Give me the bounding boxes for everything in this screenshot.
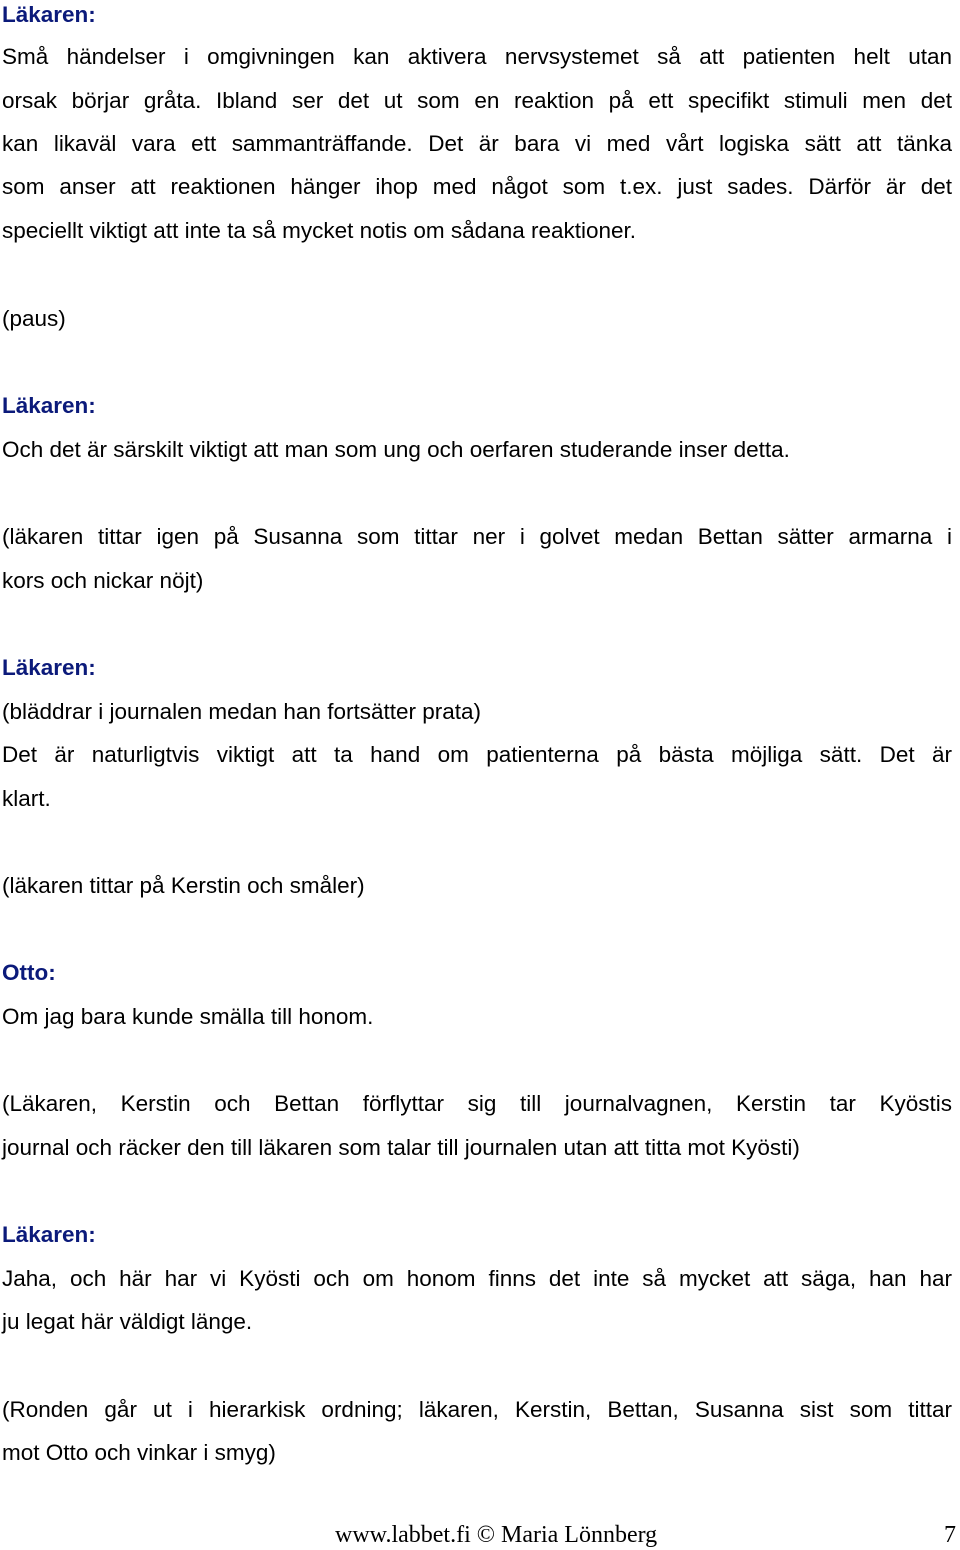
dialogue-line: Och det är särskilt viktigt att man som ung och oerfaren studerande inser detta. bbox=[2, 437, 790, 462]
dialogue-line: Det är naturligtvis viktigt att ta hand om patienterna på bästa möjliga sätt. Det är bbox=[2, 742, 952, 767]
stage-direction: (läkaren tittar igen på Susanna som tittar ner i golvet medan Bettan sätter armarna i bbox=[2, 524, 952, 549]
speaker-label: Läkaren: bbox=[2, 2, 96, 27]
page-number: 7 bbox=[944, 1522, 956, 1548]
stage-direction: journal och räcker den till läkaren som talar till journalen utan att titta mot Kyösti) bbox=[2, 1135, 800, 1160]
dialogue-line: ju legat här väldigt länge. bbox=[2, 1309, 253, 1334]
stage-direction: (bläddrar i journalen medan han fortsätter prata) bbox=[2, 699, 482, 724]
speaker-label: Läkaren: bbox=[2, 1222, 96, 1247]
dialogue-line: Om jag bara kunde smälla till honom. bbox=[2, 1004, 374, 1029]
dialogue-line: orsak börjar gråta. Ibland ser det ut som en reaktion på ett specifikt stimuli men det bbox=[2, 88, 952, 113]
dialogue-line: kan likaväl vara ett sammanträffande. Det är bara vi med vårt logiska sätt att tänka bbox=[2, 131, 952, 156]
dialogue-line: klart. bbox=[2, 786, 51, 811]
dialogue-line: Små händelser i omgivningen kan aktivera nervsystemet så att patienten helt utan bbox=[2, 44, 952, 69]
stage-direction: (läkaren tittar på Kerstin och småler) bbox=[2, 873, 365, 898]
stage-direction: (Läkaren, Kerstin och Bettan förflyttar sig till journalvagnen, Kerstin tar Kyöstis bbox=[2, 1091, 952, 1116]
stage-direction: (paus) bbox=[2, 306, 66, 331]
speaker-label: Läkaren: bbox=[2, 655, 96, 680]
stage-direction: (Ronden går ut i hierarkisk ordning; läkaren, Kerstin, Bettan, Susanna sist som tittar bbox=[2, 1397, 952, 1422]
speaker-label: Läkaren: bbox=[2, 393, 96, 418]
dialogue-line: som anser att reaktionen hänger ihop med något som t.ex. just sades. Därför är det bbox=[2, 174, 952, 199]
footer-credit: www.labbet.fi © Maria Lönnberg bbox=[335, 1522, 658, 1548]
dialogue-line: Jaha, och här har vi Kyösti och om honom finns det inte så mycket att säga, han har bbox=[2, 1266, 952, 1291]
dialogue-line: speciellt viktigt att inte ta så mycket notis om sådana reaktioner. bbox=[2, 218, 637, 243]
stage-direction: mot Otto och vinkar i smyg) bbox=[2, 1440, 276, 1465]
speaker-label: Otto: bbox=[2, 960, 56, 985]
stage-direction: kors och nickar nöjt) bbox=[2, 568, 204, 593]
